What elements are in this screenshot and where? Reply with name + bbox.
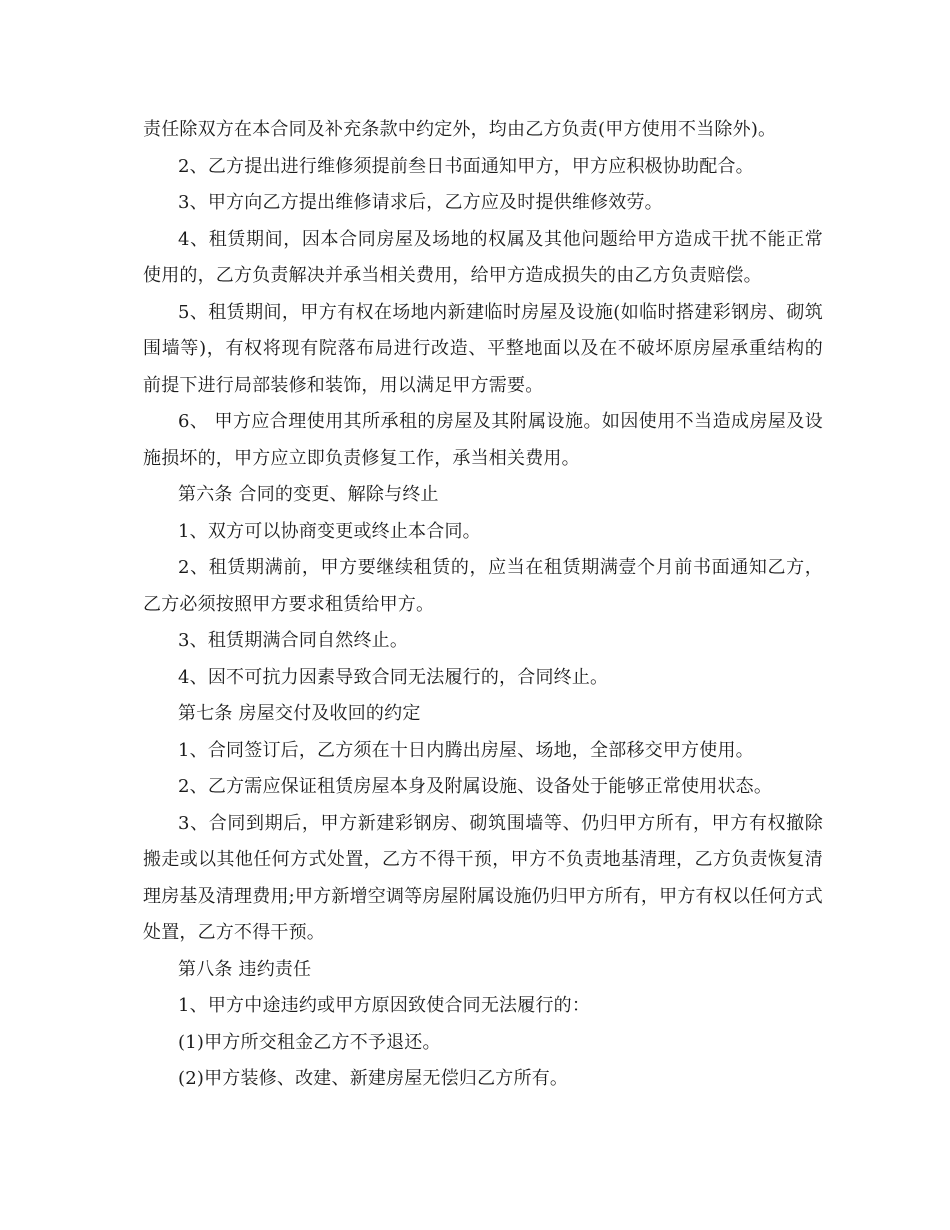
contract-body (143, 112, 823, 1098)
paragraph: 4、租赁期间，因本合同房屋及场地的权属及其他问题给甲方造成干扰不能正常使用的，乙方负责解决并承当相关费用，给甲方造成损失的由乙方负责赔偿。 (143, 228, 823, 286)
paragraph: 1、双方可以协商变更或终止本合同。 (178, 520, 481, 542)
paragraph: 3、租赁期满合同自然终止。 (178, 630, 409, 651)
paragraph: 1、甲方中途违约或甲方原因致使合同无法履行的： (178, 995, 591, 1016)
paragraph: 2、乙方需应保证租赁房屋本身及附属设施、设备处于能够正常使用状态。 (178, 776, 773, 797)
paragraph: 1、合同签订后，乙方须在十日内腾出房屋、场地，全部移交甲方使用。 (178, 739, 754, 761)
paragraph: 责任除双方在本合同及补充条款中约定外，均由乙方负责(甲方使用不当除外)。 (143, 119, 777, 140)
paragraph: 6、 甲方应合理使用其所承租的房屋及其附属设施。如因使用不当造成房屋及设施损坏的，甲方应立即负责修复工作，承当相关费用。 (143, 411, 823, 469)
section-heading: 第八条 违约责任 (178, 958, 312, 980)
paragraph: 3、合同到期后，甲方新建彩钢房、砌筑围墙等、仍归甲方所有，甲方有权撤除搬走或以其他任何方式处置，乙方不得干预，甲方不负责地基清理，乙方负责恢复清理房基及清理费用;甲方新增空调等房屋附属设施仍归甲方所有，甲方有权以任何方式处置，乙方不得干预。 (143, 812, 823, 943)
paragraph: (2)甲方装修、改建、新建房屋无偿归乙方所有。 (178, 1068, 569, 1089)
paragraph: 5、租赁期间，甲方有权在场地内新建临时房屋及设施(如临时搭建彩钢房、砌筑围墙等)，有权将现有院落布局进行改造、平整地面以及在不破坏原房屋承重结构的前提下进行局部装修和装饰，用以满足甲方需要。 (143, 301, 823, 396)
paragraph: 2、租赁期满前，甲方要继续租赁的，应当在租赁期满壹个月前书面通知乙方，乙方必须按照甲方要求租赁给甲方。 (143, 557, 823, 615)
paragraph: 3、甲方向乙方提出维修请求后，乙方应及时提供维修效劳。 (178, 192, 663, 213)
paragraph: 2、乙方提出进行维修须提前叁日书面通知甲方，甲方应积极协助配合。 (178, 155, 754, 177)
paragraph: (1)甲方所交租金乙方不予退还。 (178, 1031, 441, 1053)
paragraph: 4、因不可抗力因素导致合同无法履行的，合同终止。 (178, 666, 609, 688)
section-heading: 第六条 合同的变更、解除与终止 (178, 484, 439, 505)
section-heading: 第七条 房屋交付及收回的约定 (178, 703, 421, 724)
